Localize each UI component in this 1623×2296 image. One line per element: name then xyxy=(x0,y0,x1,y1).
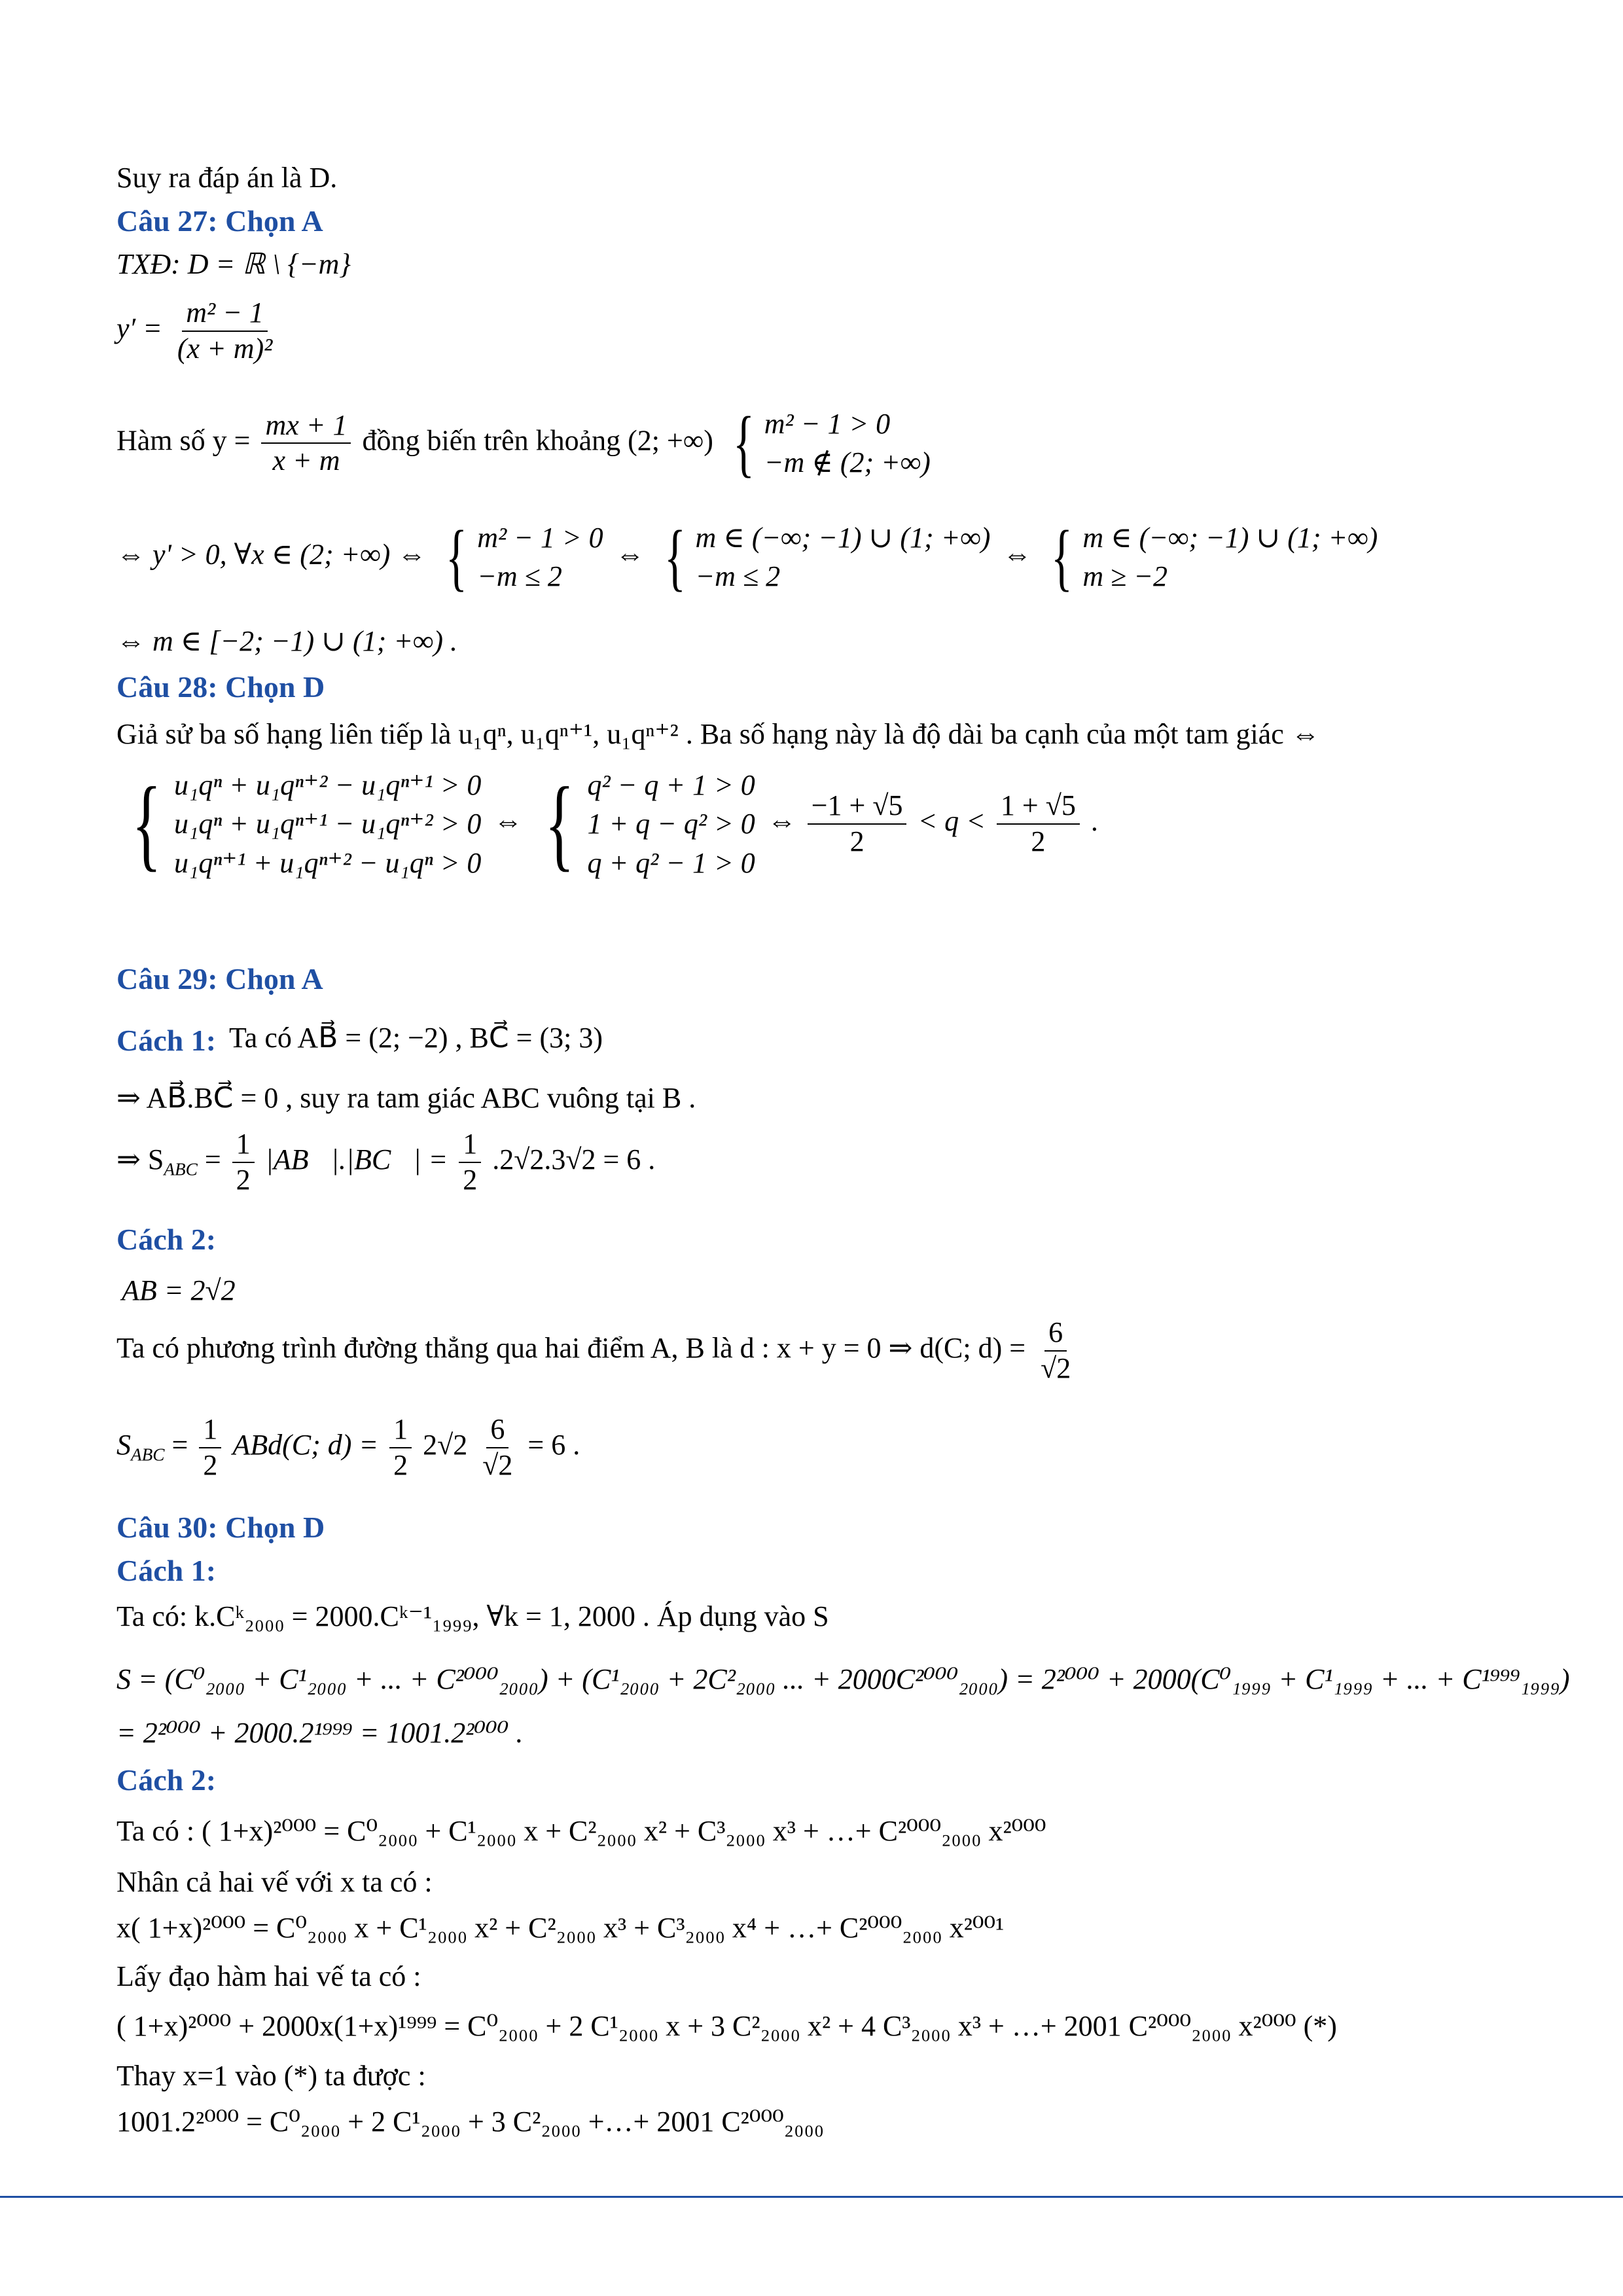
formula-line xyxy=(116,1127,655,1198)
math-text: ABd(C; d) = xyxy=(232,1428,379,1461)
text-line: Nhân cả hai vế với x ta có : xyxy=(116,1866,433,1898)
denominator: √2 xyxy=(1041,1352,1071,1384)
text-line xyxy=(116,1660,1569,1699)
brace-icon: { xyxy=(544,766,575,881)
text-line xyxy=(116,622,457,661)
math-text: ⇔ y' > 0, ∀x ∈ (2; +∞) ⇔ xyxy=(116,538,427,571)
text: ⇒ S xyxy=(116,1143,164,1175)
math-text: = 2²⁰⁰⁰ + 2000.2¹⁹⁹⁹ = 1001.2²⁰⁰⁰ . xyxy=(116,1717,524,1749)
text: ⇔ xyxy=(1003,538,1032,571)
text-line xyxy=(122,1271,236,1310)
equation-system xyxy=(535,766,755,882)
math-text: TXĐ: D = ℝ \ {−m} xyxy=(116,248,351,280)
fraction xyxy=(808,789,907,859)
text: Hàm số y = xyxy=(116,424,251,457)
numerator: 1 xyxy=(389,1412,412,1448)
math-text: S = (C⁰₂₀₀₀ + C¹₂₀₀₀ + ... + C²⁰⁰⁰₂₀₀₀) + (C¹₂₀₀₀ + 2C²₂₀₀₀ ... + 2000C²⁰⁰⁰₂₀₀₀) = 2²⁰⁰⁰ + 2000(C⁰₁₉₉₉ + C¹₁₉₉₉ + ... + C¹⁹⁹⁹₁₉₉₉) xyxy=(116,1663,1570,1695)
text: ⇔ xyxy=(493,805,523,838)
system-row: −m ≤ 2 xyxy=(477,560,562,593)
text: ⇔ xyxy=(615,538,645,571)
math-text: y′ = xyxy=(116,312,162,344)
equation-system xyxy=(438,515,603,599)
formula-line xyxy=(116,1412,580,1483)
denominator: √2 xyxy=(482,1448,513,1481)
text-line: 1001.2²⁰⁰⁰ = C⁰₂₀₀₀ + 2 C¹₂₀₀₀ + 3 C²₂₀₀₀ +…+ 2001 C²⁰⁰⁰₂₀₀₀ xyxy=(116,2106,825,2138)
denominator: x + m xyxy=(272,444,340,477)
subscript: ABC xyxy=(131,1444,165,1465)
numerator: mx + 1 xyxy=(261,408,351,444)
text: = xyxy=(171,1428,188,1461)
system-row: m ≥ −2 xyxy=(1082,560,1168,593)
text: ⇔ xyxy=(767,805,796,838)
formula-derivative xyxy=(116,296,280,367)
text-line: Ta có AB⃗ = (2; −2) , BC⃗ = (3; 3) xyxy=(229,1022,603,1054)
subheading-cach-2: Cách 2: xyxy=(116,1223,217,1256)
equation-system xyxy=(726,401,931,485)
text-line: Ta có: k.Cᵏ₂₀₀₀ = 2000.Cᵏ⁻¹₁₉₉₉, ∀k = 1, 2000 . Áp dụng vào S xyxy=(116,1600,829,1632)
math-text: AB = 2√2 xyxy=(122,1274,236,1306)
equation-system xyxy=(122,766,481,882)
text-line: ⇒ AB⃗.BC⃗ = 0 , suy ra tam giác ABC vuông tại B . xyxy=(116,1082,696,1114)
text: .2√2.3√2 = 6 . xyxy=(492,1143,656,1175)
math-text: |AB⃗|.|BC⃗| = xyxy=(265,1143,448,1175)
text: 2√2 xyxy=(423,1428,468,1461)
numerator: 6 xyxy=(1044,1316,1067,1352)
fraction xyxy=(199,1412,221,1483)
footer-rule xyxy=(0,2196,1623,2198)
numerator: 1 xyxy=(232,1127,255,1163)
heading-cau-29: Câu 29: Chọn A xyxy=(116,962,323,996)
numerator: 1 + √5 xyxy=(997,789,1080,825)
system-row: m ∈ (−∞; −1) ∪ (1; +∞) xyxy=(1082,522,1378,554)
heading-cau-30: Câu 30: Chọn D xyxy=(116,1511,325,1544)
equation-system xyxy=(657,515,991,599)
fraction xyxy=(232,1127,255,1198)
text: = 6 . xyxy=(527,1428,580,1461)
denominator: (x + m)² xyxy=(177,332,273,365)
system-row: −m ∉ (2; +∞) xyxy=(764,446,931,479)
equation-system xyxy=(1044,515,1378,599)
numerator: −1 + √5 xyxy=(808,789,907,825)
text: = xyxy=(204,1143,221,1175)
denominator: 2 xyxy=(236,1163,251,1196)
fraction xyxy=(459,1127,481,1198)
formula-line xyxy=(116,401,936,485)
math-text: ⇔ m ∈ [−2; −1) ∪ (1; +∞) . xyxy=(116,625,458,657)
text-line: Thay x=1 vào (*) ta được : xyxy=(116,2060,426,2092)
math-text: < q < xyxy=(918,805,986,838)
denominator: 2 xyxy=(393,1448,408,1481)
heading-cau-27: Câu 27: Chọn A xyxy=(116,204,323,238)
brace-icon: { xyxy=(1051,515,1073,599)
fraction xyxy=(478,1412,516,1483)
denominator: 2 xyxy=(849,825,865,858)
subheading-cach-2: Cách 2: xyxy=(116,1763,217,1797)
text-line xyxy=(116,245,351,284)
text: đồng biến trên khoảng (2; +∞) xyxy=(362,424,713,457)
math-text: S xyxy=(116,1428,131,1461)
formula-line xyxy=(116,515,1383,599)
text-line xyxy=(116,1713,523,1753)
denominator: 2 xyxy=(203,1448,218,1481)
brace-icon: { xyxy=(664,515,686,599)
text-line: x( 1+x)²⁰⁰⁰ = C⁰₂₀₀₀ x + C¹₂₀₀₀ x² + C²₂₀₀₀ x³ + C³₂₀₀₀ x⁴ + …+ C²⁰⁰⁰₂₀₀₀ x²⁰⁰¹ xyxy=(116,1912,1005,1944)
system-row: q² − q + 1 > 0 xyxy=(587,769,755,801)
fraction xyxy=(1037,1316,1075,1386)
text-line: Lấy đạo hàm hai vế ta có : xyxy=(116,1960,421,1992)
text-line: ( 1+x)²⁰⁰⁰ + 2000x(1+x)¹⁹⁹⁹ = C⁰₂₀₀₀ + 2 C¹₂₀₀₀ x + 3 C²₂₀₀₀ x² + 4 C³₂₀₀₀ x³ + …+ 2001 C²⁰⁰⁰₂₀₀₀ x²⁰⁰⁰ (*) xyxy=(116,2010,1337,2042)
formula-line xyxy=(116,1316,1079,1386)
system-row: m² − 1 > 0 xyxy=(477,522,603,554)
formula-line xyxy=(116,766,1098,882)
fraction xyxy=(997,789,1080,859)
subscript: ABC xyxy=(164,1159,198,1179)
fraction xyxy=(261,408,351,479)
system-row: u₁qⁿ + u₁qⁿ⁺² − u₁qⁿ⁺¹ > 0 xyxy=(174,769,482,801)
text: Ta có phương trình đường thẳng qua hai điểm A, B là d : x + y = 0 ⇒ d(C; d) = xyxy=(116,1331,1026,1364)
heading-cau-28: Câu 28: Chọn D xyxy=(116,670,325,704)
denominator: 2 xyxy=(463,1163,478,1196)
numerator: 1 xyxy=(459,1127,481,1163)
system-row: u₁qⁿ⁺¹ + u₁qⁿ⁺² − u₁qⁿ > 0 xyxy=(174,846,482,879)
subheading-cach-1: Cách 1: xyxy=(116,1554,217,1587)
system-row: −m ≤ 2 xyxy=(695,560,781,593)
fraction xyxy=(389,1412,412,1483)
numerator: m² − 1 xyxy=(182,296,268,332)
brace-icon: { xyxy=(732,401,755,485)
denominator: 2 xyxy=(1031,825,1046,858)
text-line: Ta có : ( 1+x)²⁰⁰⁰ = C⁰₂₀₀₀ + C¹₂₀₀₀ x + C²₂₀₀₀ x² + C³₂₀₀₀ x³ + …+ C²⁰⁰⁰₂₀₀₀ x²⁰⁰⁰ xyxy=(116,1815,1046,1847)
text-line: Giả sử ba số hạng liên tiếp là u₁qⁿ, u₁qⁿ⁺¹, u₁qⁿ⁺² . Ba số hạng này là độ dài ba cạnh của một tam giác ⇔ xyxy=(116,718,1320,750)
brace-icon: { xyxy=(132,766,162,881)
brace-icon: { xyxy=(446,515,468,599)
system-row: 1 + q − q² > 0 xyxy=(587,808,755,840)
system-row: q + q² − 1 > 0 xyxy=(587,846,755,879)
numerator: 6 xyxy=(486,1412,508,1448)
system-row: m ∈ (−∞; −1) ∪ (1; +∞) xyxy=(695,522,991,554)
fraction xyxy=(173,296,277,367)
system-row: m² − 1 > 0 xyxy=(764,408,891,440)
text: . xyxy=(1090,805,1098,838)
system-row: u₁qⁿ + u₁qⁿ⁺¹ − u₁qⁿ⁺² > 0 xyxy=(174,808,482,840)
subheading-cach-1: Cách 1: xyxy=(116,1024,217,1057)
numerator: 1 xyxy=(199,1412,221,1448)
text-line: Suy ra đáp án là D. xyxy=(116,162,338,194)
